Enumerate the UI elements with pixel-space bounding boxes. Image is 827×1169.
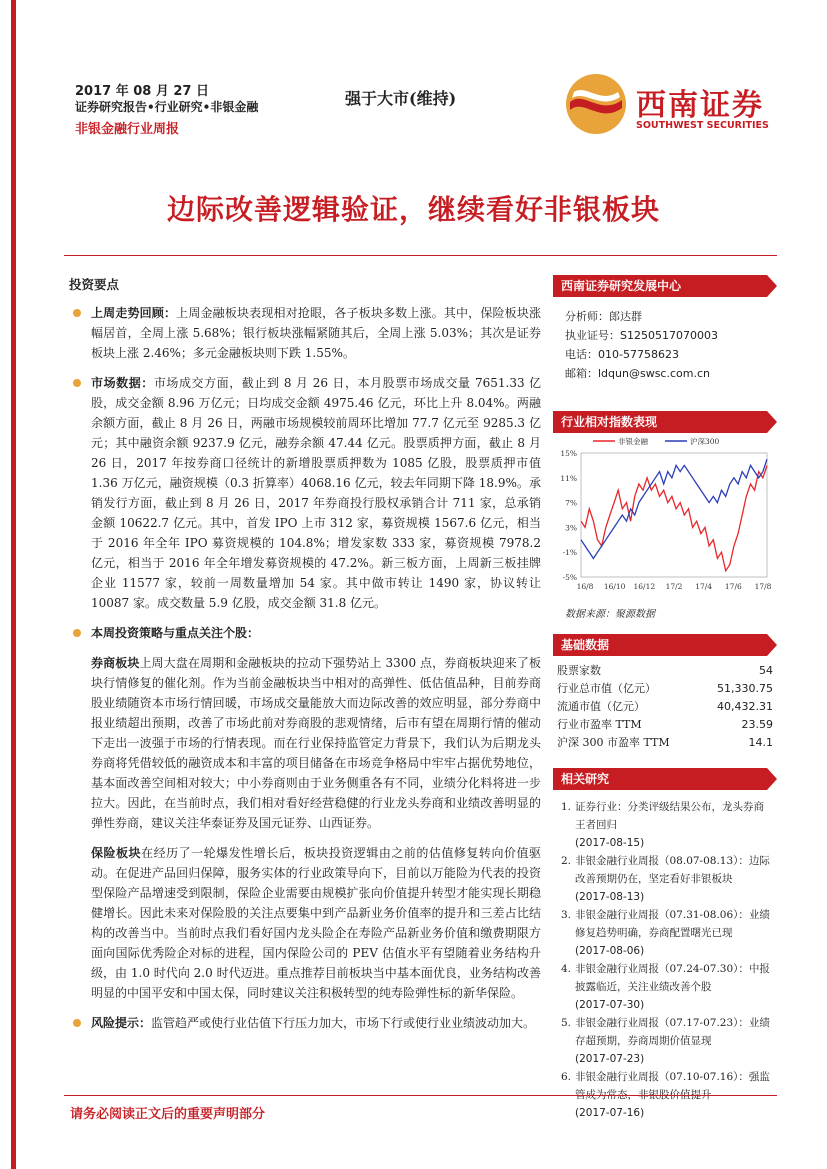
table-cell-value: 14.1 bbox=[748, 736, 773, 749]
basic-data-table bbox=[553, 662, 777, 752]
bullet-dot-icon bbox=[73, 629, 81, 637]
legend-label: 非银金融 bbox=[618, 437, 648, 446]
list-item-date: (2017-07-30) bbox=[575, 999, 645, 1011]
list-item-number: 5. bbox=[561, 1017, 572, 1029]
table-row bbox=[553, 716, 777, 734]
x-tick-label: 17/8 bbox=[754, 582, 772, 591]
list-item-number: 3. bbox=[561, 909, 572, 921]
x-tick-label: 16/12 bbox=[633, 582, 656, 591]
series-line-hs300 bbox=[581, 459, 767, 558]
table-cell-label: 行业市盈率 TTM bbox=[557, 718, 642, 731]
list-item-text: 非银金融行业周报（08.07-08.13）：边际改善预期仍在，坚定看好非银板块 bbox=[575, 855, 770, 885]
list-item-date: (2017-08-13) bbox=[575, 891, 645, 903]
table-cell-value: 54 bbox=[759, 664, 773, 677]
list-item[interactable] bbox=[561, 906, 773, 960]
main-column bbox=[69, 275, 541, 1043]
relative-index-chart bbox=[553, 433, 777, 603]
y-tick-label: 3% bbox=[565, 523, 577, 533]
bullet-risk bbox=[69, 1013, 541, 1033]
logo-text-cn: 西南证券 bbox=[636, 88, 764, 123]
analyst-name-row: 分析师：郎达群 bbox=[565, 310, 642, 323]
paragraph-brokers bbox=[91, 653, 541, 833]
report-category: 证券研究报告•行业研究•非银金融 bbox=[75, 100, 259, 114]
research-center-heading: 西南证券研究发展中心 bbox=[553, 275, 767, 297]
x-tick-label: 16/8 bbox=[576, 582, 594, 591]
analyst-email-row: 邮箱：ldqun@swsc.com.cn bbox=[565, 367, 710, 380]
x-tick-label: 17/2 bbox=[665, 582, 683, 591]
list-item-text: 非银金融行业周报（07.31-08.06）：业绩修复趋势明确，券商配置曙光已现 bbox=[575, 909, 770, 939]
list-item-date: (2017-07-23) bbox=[575, 1053, 645, 1065]
list-item-number: 6. bbox=[561, 1071, 572, 1083]
list-item-number: 4. bbox=[561, 963, 572, 975]
list-item-number: 2. bbox=[561, 855, 572, 867]
table-row bbox=[553, 734, 777, 752]
table-cell-label: 流通市值（亿元） bbox=[557, 700, 645, 713]
paragraph-text: 上周大盘在周期和金融板块的拉动下强势站上 3300 点，券商板块迎来了板块行情修复的催化剂。作为当前金融板块当中相对的高弹性、低估值品种，目前券商股业绩随资本市场行情回暖，市场成交量能放大而边际改善的效应明显，部分券商中报业绩超出预期，改善了市场此前对券商股的悲观情绪，后市有望在周期行情的催动下走出一波强于市场的行情表现。而在行业保持监管定力背景下，我们认为后期龙头券商将凭借较低的融资成本和丰富的项目储备在市场竞争格局中牢牢占据优势地位，基本面改善空间相对较大；中小券商则由于业务侧重各有不同，业绩分化料将进一步拉大。因此，在当前时点，我们相对看好经营稳健的行业龙头券商和业绩改善明显的弹性券商，建议关注华泰证券及国元证券、山西证券。 bbox=[91, 656, 541, 830]
bullet-lead: 本周投资策略与重点关注个股： bbox=[91, 626, 260, 640]
header-divider bbox=[64, 255, 777, 256]
footer-divider bbox=[64, 1095, 777, 1096]
list-item[interactable] bbox=[561, 1014, 773, 1068]
x-tick-label: 17/6 bbox=[724, 582, 742, 591]
rating: 强于大市(维持) bbox=[345, 89, 457, 108]
paragraph-lead: 券商板块 bbox=[91, 656, 140, 670]
list-item-date: (2017-08-15) bbox=[575, 837, 645, 849]
y-tick-label: 7% bbox=[565, 498, 577, 508]
list-item-number: 1. bbox=[561, 801, 572, 813]
report-type: 非银金融行业周报 bbox=[75, 122, 180, 137]
y-tick-label: 15% bbox=[560, 449, 577, 458]
chart-svg bbox=[553, 433, 777, 603]
table-row bbox=[553, 680, 777, 698]
x-tick-label: 16/10 bbox=[603, 582, 626, 591]
left-accent-bar bbox=[11, 0, 16, 1169]
bullet-text: 市场成交方面，截止到 8 月 26 日，本月股票市场成交量 7651.33 亿股，成交金额 8.96 万亿元；日均成交金额 4975.46 亿元，环比上升 8.04%。两融余额方面，截止 8 月 26 日，两融市场规模较前周环比增加 77.7 亿元至 9285.3 亿元；其中融资余额 9237.9 亿元，融券余额 47.44 亿元。股票质押方面，截止 8 月 26 日，2017 年按券商口径统计的新增股票质押数为 1085 亿股，股票质押市值 1.36 万亿元，融资规模（0.3 折算率）4068.16 亿元，较去年同期下降 18.9%。承销发行方面，截止到 8 月 26 日，2017 年券商投行股权承销合计 711 家，总承销金额 10622.7 亿元。其中，首发 IPO 上市 312 家，募资规模 1567.6 亿元，相当于 2016 年全年 IPO 募资规模的 104.8%；增发家数 333 家，募资规模 7978.2 亿元，相当于 2016 年全年增发募资规模的 47.2%。新三板方面，上周新三板挂牌企业 11577 家，较前一周数量增加 54 家。其中做市转让 1490 家，协议转让 10087 家。成交数量 5.9 亿股，成交金额 31.8 亿元。 bbox=[91, 376, 541, 610]
table-row bbox=[553, 698, 777, 716]
bullet-text: 监管趋严或使行业估值下行压力加大，市场下行或使行业业绩波动加大。 bbox=[151, 1016, 536, 1030]
logo-emblem-icon bbox=[564, 72, 628, 136]
list-item-text: 非银金融行业周报（07.10-07.16）：强监管成为常态，非银股价值提升 bbox=[575, 1071, 770, 1101]
list-item[interactable] bbox=[561, 852, 773, 906]
section-title: 投资要点 bbox=[69, 277, 120, 292]
report-date: 2017 年 08 月 27 日 bbox=[75, 84, 209, 99]
sidebar bbox=[553, 275, 777, 1122]
list-item-text: 非银金融行业周报（07.17-07.23）：业绩存超预期，券商周期价值显现 bbox=[575, 1017, 770, 1047]
legend-label: 沪深300 bbox=[690, 437, 720, 446]
table-row bbox=[553, 662, 777, 680]
x-tick-label: 17/4 bbox=[695, 582, 713, 591]
list-item-date: (2017-08-06) bbox=[575, 945, 645, 957]
y-tick-label: -1% bbox=[562, 548, 577, 558]
list-item[interactable] bbox=[561, 798, 773, 852]
list-item[interactable] bbox=[561, 960, 773, 1014]
report-title: 边际改善逻辑验证，继续看好非银板块 bbox=[166, 193, 660, 226]
bullet-dot-icon bbox=[73, 309, 81, 317]
analyst-info bbox=[553, 297, 777, 383]
logo-text-en: SOUTHWEST SECURITIES bbox=[636, 120, 769, 131]
list-item-text: 证券行业：分类评级结果公布，龙头券商王者回归 bbox=[575, 801, 764, 831]
analyst-email-link[interactable]: ldqun@swsc.com.cn bbox=[598, 367, 710, 380]
list-item-text: 非银金融行业周报（07.24-07.30）：中报披露临近，关注业绩改善个股 bbox=[575, 963, 770, 993]
list-item-date: (2017-07-16) bbox=[575, 1107, 645, 1119]
table-cell-label: 沪深 300 市盈率 TTM bbox=[557, 736, 670, 749]
paragraph-text: 在经历了一轮爆发性增长后，板块投资逻辑由之前的估值修复转向价值驱动。在促进产品回归保障，服务实体的行业政策导向下，目前以万能险为代表的投资型保险产品增速受到限制，保险企业需要由规模扩张向价值提升转型才能实现长期稳健增长。因此未来对保险股的关注点要集中到产品新业务价值率的提升和三差占比结构的改善当中。当前时点我们看好国内龙头险企在寿险产品新业务价值和缴费期限方面向国际优秀险企对标的进程，国内保险公司的 PEV 估值水平有望随着业务结构升级，由 1.0 时代向 2.0 时代迈进。重点推荐目前板块当中基本面优良，业务结构改善明显的中国平安和中国太保，同时建议关注积极转型的纯寿险弹性标的新华保险。 bbox=[91, 846, 541, 1000]
bullet-dot-icon bbox=[73, 1019, 81, 1027]
table-cell-label: 行业总市值（亿元） bbox=[557, 682, 656, 695]
table-cell-label: 股票家数 bbox=[557, 664, 601, 677]
company-logo bbox=[564, 72, 784, 138]
bullet-market-data bbox=[69, 373, 541, 613]
basic-data-heading: 基础数据 bbox=[553, 634, 767, 656]
bullet-lead: 上周走势回顾： bbox=[91, 306, 177, 320]
bullet-strategy bbox=[69, 623, 541, 643]
bullet-weekly-review bbox=[69, 303, 541, 363]
paragraph-insurance bbox=[91, 843, 541, 1003]
chart-heading: 行业相对指数表现 bbox=[553, 411, 767, 433]
analyst-license-row: 执业证号：S1250517070003 bbox=[565, 329, 718, 342]
bullet-dot-icon bbox=[73, 379, 81, 387]
chart-source: 数据来源：聚源数据 bbox=[565, 609, 655, 620]
table-cell-value: 23.59 bbox=[741, 718, 773, 731]
analyst-phone-row: 电话：010-57758623 bbox=[565, 348, 679, 361]
footer-disclaimer: 请务必阅读正文后的重要声明部分 bbox=[70, 1107, 266, 1122]
table-cell-value: 40,432.31 bbox=[717, 700, 773, 713]
related-research-heading: 相关研究 bbox=[553, 768, 767, 790]
table-cell-value: 51,330.75 bbox=[717, 682, 773, 695]
related-research-list bbox=[553, 790, 777, 1122]
bullet-lead: 风险提示： bbox=[91, 1016, 152, 1030]
y-tick-label: -5% bbox=[562, 573, 577, 582]
bullet-lead: 市场数据： bbox=[91, 376, 154, 390]
bullet-text: 上周金融板块表现相对抢眼，各子板块多数上涨。其中，保险板块涨幅居首，全周上涨 5.68%；银行板块涨幅紧随其后，全周上涨 5.03%；其次是证券板块上涨 2.46%；多元金融板块则下跌 1.55%。 bbox=[91, 306, 541, 360]
paragraph-lead: 保险板块 bbox=[91, 846, 142, 860]
y-tick-label: 11% bbox=[560, 473, 577, 483]
